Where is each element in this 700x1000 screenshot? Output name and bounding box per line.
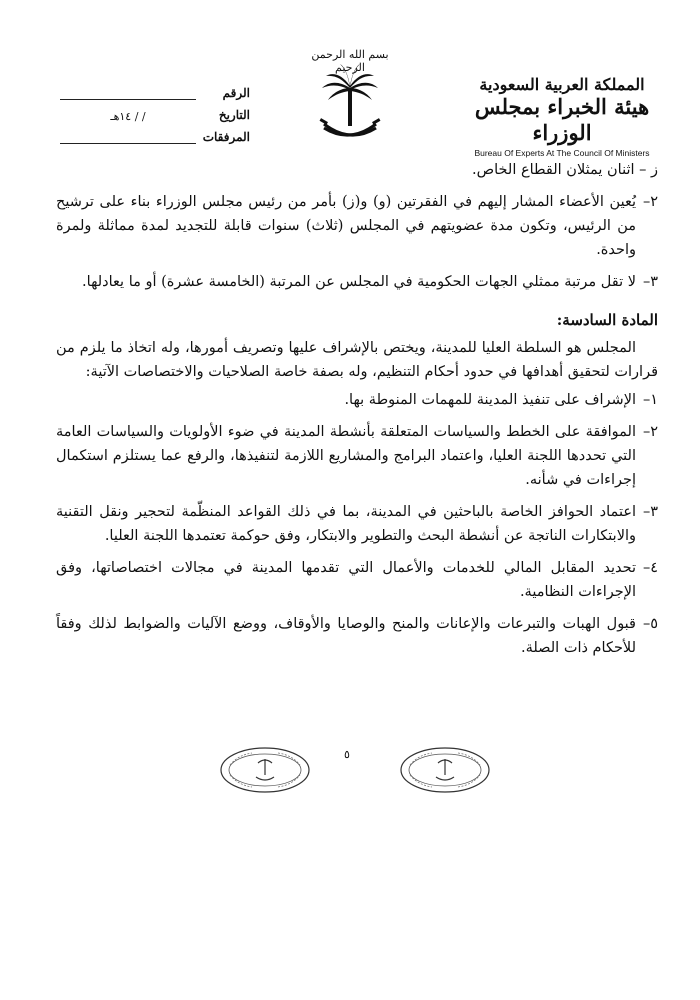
item-number: ٢– (642, 194, 658, 210)
attachments-label: المرفقات (202, 130, 250, 144)
item-number: ٢– (642, 424, 658, 440)
list-item (56, 500, 658, 548)
basmala: بسم الله الرحمن الرحيم (311, 48, 389, 74)
item-text: اعتماد الحوافز الخاصة بالباحثين في المدينة، بما في ذلك القواعد المنظّمة لتحجير ونقل التقنية والابتكارات الناتجة عن أنشطة البحث والتطوير والابتكار، وفق حوكمة تعتمدها اللجنة العليا. (56, 504, 636, 544)
ref-number-row (60, 78, 250, 100)
item-number: ٤– (642, 560, 658, 576)
ref-number-line (60, 87, 196, 100)
item-number: ٣– (642, 504, 658, 520)
bureau-name: هيئة الخبراء بمجلس الوزراء (474, 94, 650, 145)
list-item (56, 612, 658, 660)
item-number: ١– (642, 392, 658, 408)
list-item (56, 190, 658, 262)
page-number: ٥ (344, 748, 350, 761)
kingdom-name: المملكة العربية السعودية (479, 75, 645, 94)
ref-number-label: الرقم (222, 86, 250, 100)
item-text: الإشراف على تنفيذ المدينة للمهمات المنوطة بها. (344, 392, 636, 408)
item-text: الموافقة على الخطط والسياسات المتعلقة بأنشطة المدينة في ضوء الأولويات والسياسات العامة التي تحددها اللجنة العليا، واعتماد البرامج والمشاريع اللازمة لتنفيذها، والرفع عما يستلزم استكمال إجراءات في شأنه. (56, 424, 636, 488)
attachments-line (60, 131, 196, 144)
date-value: / / ١٤هـ (110, 110, 146, 123)
list-item (56, 420, 658, 492)
attachments-row (60, 122, 250, 144)
official-seal-icon (218, 745, 312, 795)
item-text: لا تقل مرتبة ممثلي الجهات الحكومية في المجلس عن المرتبة (الخامسة عشرة) أو ما يعادلها. (82, 274, 636, 290)
list-item (56, 388, 658, 412)
item-text: تحديد المقابل المالي للخدمات والأعمال التي تقدمها المدينة في مجالات اختصاصاتها، وفق الإجراءات النظامية. (56, 560, 636, 600)
palm-swords-emblem-icon (318, 58, 382, 148)
letterhead-org (442, 75, 682, 158)
item-text: قبول الهبات والتبرعات والإعانات والمنح والوصايا والأوقاف، ووضع الآليات والضوابط لذلك وفقاً للأحكام ذات الصلة. (56, 616, 636, 656)
official-seal-icon (398, 745, 492, 795)
article-intro: المجلس هو السلطة العليا للمدينة، ويختص بالإشراف عليها وتصريف أمورها، وله اتخاذ ما يلزم من قرارات لتحقيق أهدافها في حدود أحكام التنظيم، وله بصفة خاصة الصلاحيات والاختصاصات الآتية: (56, 340, 658, 380)
list-item (56, 556, 658, 604)
item-text: يُعين الأعضاء المشار إليهم في الفقرتين (و) و(ز) بأمر من رئيس مجلس الوزراء بناء على ترشيح من الرئيس، وتكون مدة عضويتهم في المجلس (ثلاث) سنوات قابلة للتجديد لمدة مماثلة ولمرة واحدة. (56, 194, 636, 258)
document-body (56, 158, 658, 668)
date-label: التاريخ (218, 108, 250, 122)
item-number: ٥– (642, 616, 658, 632)
bureau-name-en: Bureau Of Experts At The Council Of Ministers (474, 148, 650, 158)
date-row (60, 100, 250, 122)
reference-fields (60, 78, 250, 144)
item-z: ز – اثنان يمثلان القطاع الخاص. (471, 162, 658, 178)
item-number: ٣– (642, 274, 658, 290)
list-item (56, 270, 658, 294)
article-heading: المادة السادسة: (556, 311, 658, 329)
